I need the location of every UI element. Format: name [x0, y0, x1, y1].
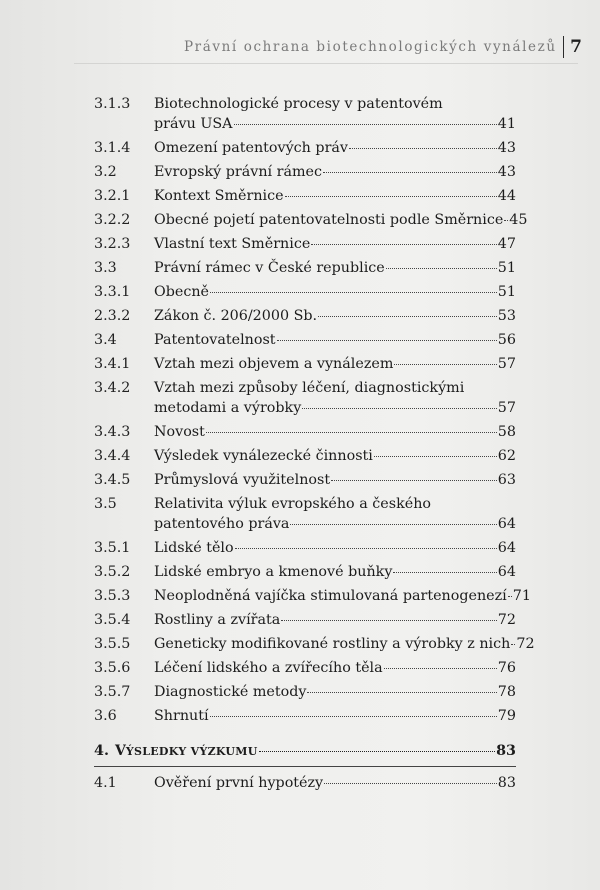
toc-entry-title: Neoplodněná vajíčka stimulovaná partenogenezí	[154, 588, 507, 604]
toc-entry-body	[154, 422, 516, 442]
toc-entry[interactable]	[0, 658, 600, 678]
toc-entry-title: Geneticky modifikované rostliny a výrobky z nich	[154, 636, 511, 652]
toc-entry-body	[154, 378, 516, 418]
toc-entry-title: Výsledek vynálezecké činnosti	[154, 448, 373, 464]
toc-entry-title: Vlastní text Směrnice	[154, 236, 311, 252]
toc-entry-number: 3.6	[94, 708, 117, 724]
dot-leader	[331, 480, 497, 481]
toc-entry-body	[154, 634, 535, 654]
toc-entry-title: Vztah mezi způsoby léčení, diagnostickými	[154, 380, 465, 396]
toc-entry-title: metodami a výrobky	[154, 400, 302, 416]
toc-entry-page: 83	[497, 775, 516, 791]
toc-entry[interactable]	[0, 422, 600, 442]
toc-entry-number: 3.5.4	[94, 612, 131, 628]
toc-entry-line	[154, 494, 516, 514]
toc-chapter-title-initial: V	[114, 743, 126, 759]
toc-entry-body	[154, 186, 516, 206]
toc-entry-page: 64	[497, 516, 516, 532]
toc-entry-line	[154, 562, 516, 582]
dot-leader	[206, 432, 497, 433]
toc-entry-body	[154, 330, 516, 350]
dot-leader	[235, 548, 497, 549]
toc-entry-number: 3.2.2	[94, 212, 131, 228]
toc-entry-line	[154, 514, 516, 534]
toc-entry-title: Kontext Směrnice	[154, 188, 284, 204]
toc-chapter-entry[interactable]	[0, 739, 600, 762]
dot-leader	[324, 783, 497, 784]
toc-entry-title: Právní rámec v České republice	[154, 260, 385, 276]
toc-entry-number: 3.4	[94, 332, 117, 348]
toc-entry[interactable]	[0, 306, 600, 326]
toc-entry[interactable]	[0, 634, 600, 654]
toc-entry-page: 76	[497, 660, 516, 676]
toc-entry[interactable]	[0, 446, 600, 466]
running-header	[184, 36, 582, 58]
toc-entry-page: 41	[497, 116, 516, 132]
toc-entry-line	[154, 610, 516, 630]
toc-entry-body	[154, 682, 516, 702]
dot-leader	[302, 408, 497, 409]
toc-entry-page: 64	[497, 540, 516, 556]
toc-entry-page: 57	[497, 400, 516, 416]
toc-entry-line	[154, 282, 516, 302]
toc-entry-body	[154, 94, 516, 134]
toc-chapter-body	[94, 741, 516, 762]
chapter-rule	[94, 766, 516, 767]
toc-entry-page: 64	[497, 564, 516, 580]
toc-entry-body	[154, 446, 516, 466]
toc-entry-number: 3.5.5	[94, 636, 131, 652]
toc-entry-line	[154, 658, 516, 678]
toc-entry-number: 3.1.4	[94, 140, 131, 156]
toc-entry-page: 71	[512, 588, 531, 604]
toc-chapter-title-rest: ÝSLEDKY VÝZKUMU	[125, 745, 258, 758]
dot-leader	[234, 124, 497, 125]
toc-entry-page: 51	[497, 284, 516, 300]
toc-entry-title: Lidské tělo	[154, 540, 234, 556]
toc-entry-line	[154, 210, 528, 230]
toc-entry-number: 3.2.3	[94, 236, 131, 252]
dot-leader	[210, 716, 497, 717]
dot-leader	[323, 172, 497, 173]
toc-entry-page: 72	[497, 612, 516, 628]
toc-entry[interactable]	[0, 610, 600, 630]
toc-entry-title: Novost	[154, 424, 205, 440]
toc-entry-number: 3.5.2	[94, 564, 131, 580]
toc-entry[interactable]	[0, 354, 600, 374]
toc-entry-line	[154, 258, 516, 278]
toc-entry-line	[154, 422, 516, 442]
toc-entry-body	[154, 706, 516, 726]
toc-entry-body	[154, 162, 516, 182]
toc-entry-title: Vztah mezi objevem a vynálezem	[154, 356, 394, 372]
toc-entry[interactable]	[0, 138, 600, 158]
dot-leader	[504, 220, 508, 221]
toc-entry[interactable]	[0, 258, 600, 278]
toc-entry-page: 47	[497, 236, 516, 252]
toc-entry-line	[154, 682, 516, 702]
toc-entry-body	[154, 658, 516, 678]
toc-entry[interactable]	[0, 538, 600, 558]
toc-entry-body	[154, 773, 516, 793]
toc-entry-page: 51	[497, 260, 516, 276]
toc-entry-number: 3.5.3	[94, 588, 131, 604]
dot-leader	[386, 268, 497, 269]
toc-entry-line	[154, 186, 516, 206]
toc-entry-body	[154, 586, 531, 606]
dot-leader	[259, 751, 495, 752]
toc-entry-number: 3.5	[94, 496, 117, 512]
toc-entry-line	[154, 634, 535, 654]
toc-entry[interactable]	[0, 586, 600, 606]
toc-entry-line	[154, 330, 516, 350]
toc-entry[interactable]	[0, 330, 600, 350]
toc-entry[interactable]	[0, 162, 600, 182]
toc-entry-title: Ověření první hypotézy	[154, 775, 324, 791]
toc-entry-line	[154, 162, 516, 182]
toc-chapter-line	[94, 741, 516, 762]
toc-entry-page: 44	[497, 188, 516, 204]
toc-entry-page: 72	[516, 636, 535, 652]
dot-leader	[511, 644, 515, 645]
table-of-contents	[0, 94, 600, 797]
header-divider	[563, 36, 565, 58]
toc-entry-body	[154, 610, 516, 630]
toc-entry-title: Rostliny a zvířata	[154, 612, 281, 628]
toc-entry-number: 3.5.6	[94, 660, 131, 676]
dot-leader	[394, 364, 496, 365]
dot-leader	[374, 456, 497, 457]
toc-entry[interactable]	[0, 706, 600, 726]
toc-entry-page: 43	[497, 140, 516, 156]
toc-entry-line	[154, 470, 516, 490]
toc-entry[interactable]	[0, 186, 600, 206]
toc-entry-page: 58	[497, 424, 516, 440]
page-number: 7	[570, 37, 582, 57]
toc-entry-title: Diagnostické metody	[154, 684, 307, 700]
toc-entry-title: Léčení lidského a zvířecího těla	[154, 660, 383, 676]
toc-entry-number: 4.1	[94, 775, 117, 791]
toc-entry-line	[154, 114, 516, 134]
toc-entry-line	[154, 398, 516, 418]
toc-entry-number: 3.4.3	[94, 424, 131, 440]
toc-entry-line	[154, 378, 516, 398]
toc-entry[interactable]	[0, 682, 600, 702]
toc-entry-body	[154, 258, 516, 278]
toc-entry-body	[154, 562, 516, 582]
toc-entry-title: Obecně	[154, 284, 210, 300]
toc-entry[interactable]	[0, 378, 600, 418]
toc-entry[interactable]	[0, 562, 600, 582]
toc-entry-page: 43	[497, 164, 516, 180]
toc-entry-title: Omezení patentových práv	[154, 140, 348, 156]
toc-entry-body	[154, 494, 516, 534]
running-title: Právní ochrana biotechnologických vynálezů	[184, 39, 557, 55]
toc-entry-body	[154, 306, 516, 326]
toc-entry-body	[154, 538, 516, 558]
dot-leader	[290, 524, 496, 525]
toc-chapter-page: 83	[496, 743, 516, 759]
toc-entry-number: 3.5.1	[94, 540, 131, 556]
dot-leader	[508, 596, 512, 597]
toc-entry-number: 3.4.5	[94, 472, 131, 488]
toc-entry[interactable]	[0, 210, 600, 230]
toc-entry-page: 79	[497, 708, 516, 724]
toc-entry-number: 3.5.7	[94, 684, 131, 700]
toc-entry[interactable]	[0, 94, 600, 134]
toc-entry-line	[154, 138, 516, 158]
dot-leader	[285, 196, 497, 197]
toc-entry[interactable]	[0, 470, 600, 490]
dot-leader	[210, 292, 497, 293]
toc-entry-line	[154, 306, 516, 326]
toc-entry-body	[154, 210, 528, 230]
toc-entry-page: 62	[497, 448, 516, 464]
toc-entry-title: Evropský právní rámec	[154, 164, 323, 180]
toc-entry-line	[154, 446, 516, 466]
toc-entry-title: právu USA	[154, 116, 233, 132]
toc-entry-title: Zákon č. 206/2000 Sb.	[154, 308, 318, 324]
toc-entry-page: 63	[497, 472, 516, 488]
toc-entry-number: 3.4.2	[94, 380, 131, 396]
toc-entry[interactable]	[0, 773, 600, 793]
toc-entry-page: 53	[497, 308, 516, 324]
toc-entry-body	[154, 138, 516, 158]
dot-leader	[307, 692, 496, 693]
toc-entry-body	[154, 234, 516, 254]
toc-entry-title: Průmyslová využitelnost	[154, 472, 331, 488]
toc-entry-title: Biotechnologické procesy v patentovém	[154, 96, 443, 112]
toc-entry-body	[154, 282, 516, 302]
dot-leader	[393, 572, 496, 573]
toc-entry-line	[154, 234, 516, 254]
toc-entry-body	[154, 354, 516, 374]
toc-entry-number: 3.1.3	[94, 96, 131, 112]
dot-leader	[277, 340, 497, 341]
toc-entry-title: Relativita výluk evropského a českého	[154, 496, 432, 512]
dot-leader	[349, 148, 497, 149]
toc-entry-number: 3.2.1	[94, 188, 131, 204]
dot-leader	[384, 668, 497, 669]
toc-entry-page: 45	[509, 212, 528, 228]
toc-entry-title: Patentovatelnost	[154, 332, 276, 348]
toc-entry-line	[154, 354, 516, 374]
toc-entry-line	[154, 94, 516, 114]
toc-entry-line	[154, 586, 531, 606]
dot-leader	[318, 316, 497, 317]
toc-entry[interactable]	[0, 494, 600, 534]
toc-entry-number: 3.3	[94, 260, 117, 276]
toc-entry-page: 56	[497, 332, 516, 348]
toc-entry-number: 3.2	[94, 164, 117, 180]
toc-entry-number: 2.3.2	[94, 308, 131, 324]
toc-entry-page: 78	[497, 684, 516, 700]
toc-entry-number: 3.3.1	[94, 284, 131, 300]
toc-entry[interactable]	[0, 234, 600, 254]
toc-entry-page: 57	[497, 356, 516, 372]
dot-leader	[281, 620, 496, 621]
dot-leader	[311, 244, 497, 245]
toc-entry-line	[154, 706, 516, 726]
toc-entry-title: Shrnutí	[154, 708, 209, 724]
header-rule	[74, 63, 578, 64]
toc-entry-number: 3.4.1	[94, 356, 131, 372]
toc-entry-title: patentového práva	[154, 516, 290, 532]
toc-chapter-number: 4.	[94, 743, 109, 759]
toc-entry-title: Obecné pojetí patentovatelnosti podle Směrnice	[154, 212, 504, 228]
toc-entry-number: 3.4.4	[94, 448, 131, 464]
toc-entry-title: Lidské embryo a kmenové buňky	[154, 564, 393, 580]
toc-entry-body	[154, 470, 516, 490]
toc-entry[interactable]	[0, 282, 600, 302]
toc-entry-line	[154, 773, 516, 793]
toc-entry-line	[154, 538, 516, 558]
